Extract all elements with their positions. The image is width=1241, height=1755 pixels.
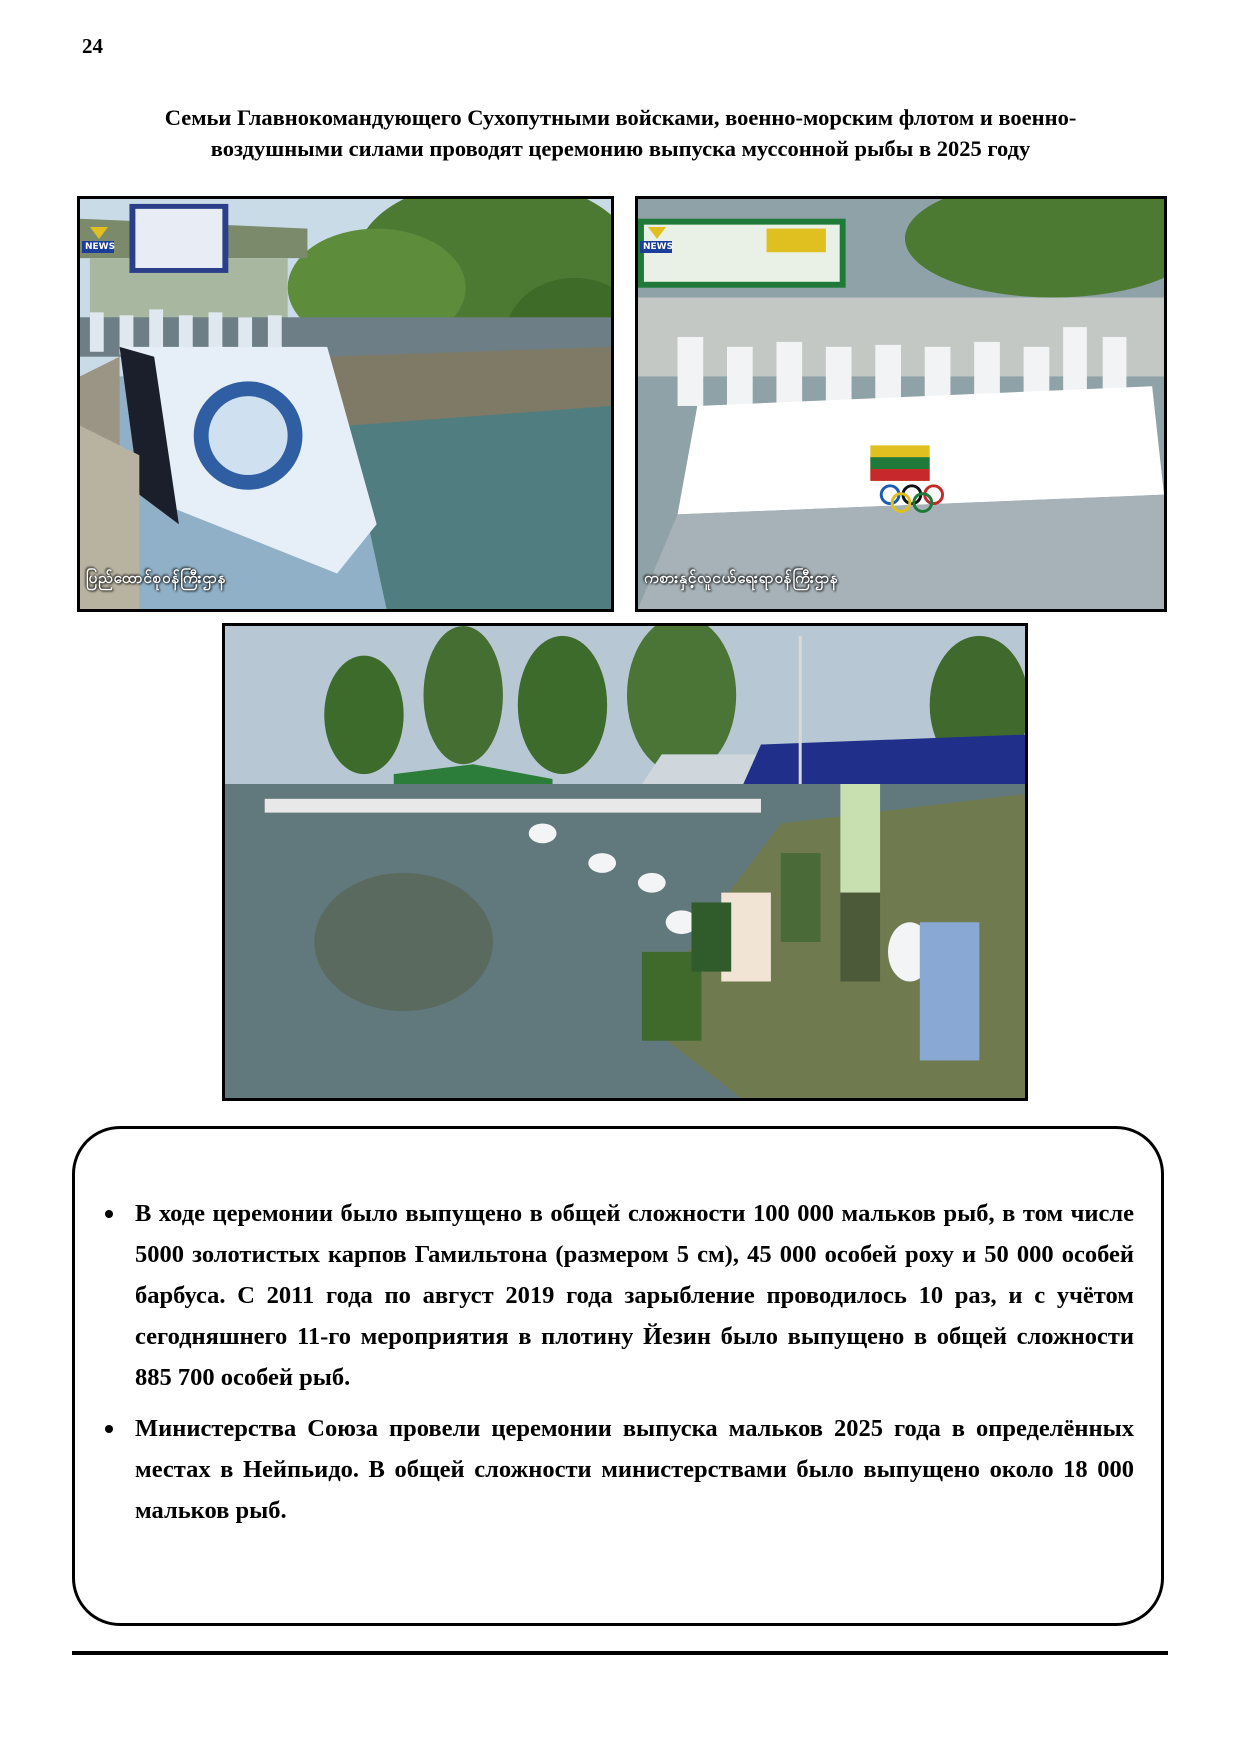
news-logo-text: NEWS: [640, 241, 672, 253]
page-title: [80, 102, 1161, 164]
info-bullet-list: [135, 1193, 1134, 1541]
info-bullet-2: Министерства Союза провели церемонии выпуска мальков 2025 года в определённых местах в Нейпьидо. В общей сложности министерствами было выпущено около 18 000 мальков рыб.: [135, 1408, 1134, 1531]
photo-3-illustration: [225, 626, 1025, 1098]
channel-v-icon: [648, 227, 666, 239]
photo-ceremony-olympic-platform: [635, 196, 1167, 612]
photo-officials-releasing-fish-platform: [77, 196, 614, 612]
photo-2-illustration: [638, 199, 1164, 609]
photo-1-caption: ပြည်ထောင်စုဝန်ကြီးဌာန: [86, 569, 227, 587]
news-channel-logo: [82, 227, 114, 255]
news-channel-logo: [640, 227, 672, 255]
photo-lakeshore-fish-release: [222, 623, 1028, 1101]
bottom-divider: [72, 1651, 1168, 1655]
title-line-1: Семьи Главнокомандующего Сухопутными войсками, военно-морским флотом и военно-: [164, 105, 1077, 130]
news-logo-text: NEWS: [82, 241, 114, 253]
channel-v-icon: [90, 227, 108, 239]
info-box: [72, 1126, 1164, 1626]
info-bullet-1: В ходе церемонии было выпущено в общей сложности 100 000 мальков рыб, в том числе 5000 золотистых карпов Гамильтона (размером 5 см), 45 000 особей роху и 50 000 особей барбуса. С 2011 года по август 2019 года зарыбление проводилось 10 раз, и с учётом сегодняшнего 11-го мероприятия в плотину Йезин было выпущено в общей сложности 885 700 особей рыб.: [135, 1193, 1134, 1398]
title-line-2: воздушными силами проводят церемонию выпуска муссонной рыбы в 2025 году: [210, 136, 1031, 161]
photo-1-illustration: [80, 199, 611, 609]
photo-2-caption: ကစားနှင့်လူငယ်ရေးရာဝန်ကြီးဌာန: [644, 569, 839, 587]
page-number: 24: [82, 34, 103, 58]
